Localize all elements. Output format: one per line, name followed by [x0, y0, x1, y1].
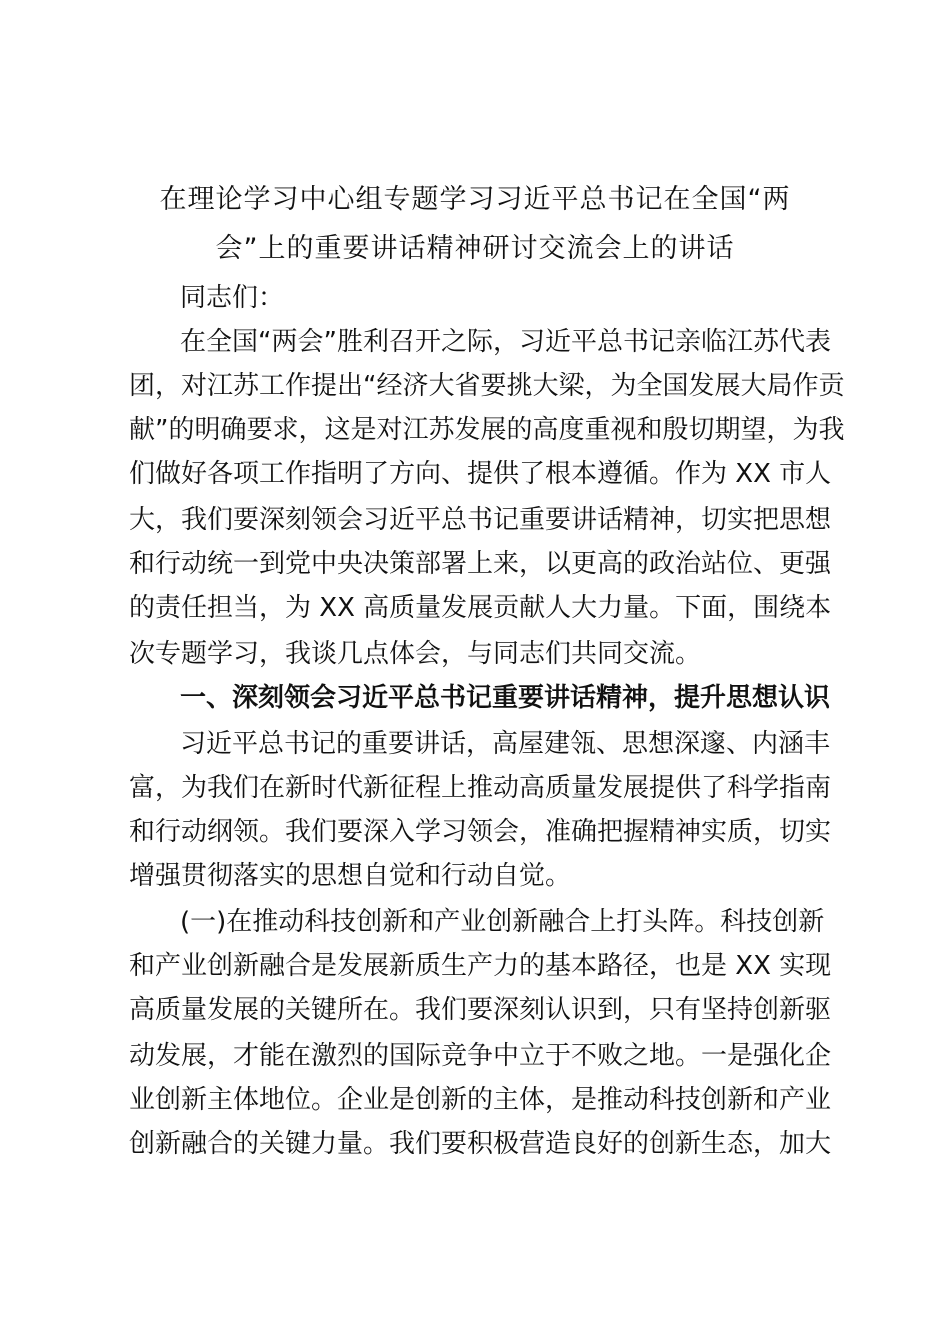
paragraph-1-line: 在全国“两会”胜利召开之际，习近平总书记亲临江苏代表 [180, 327, 831, 357]
paragraph-2-line: 增强贯彻落实的思想自觉和行动自觉。 [129, 861, 572, 891]
paragraph-1-line: 的责任担当，为 XX 高质量发展贡献人大力量。下面，围绕本 [129, 593, 832, 623]
paragraph-3-line: 业创新主体地位。企业是创新的主体，是推动科技创新和产业 [129, 1085, 832, 1115]
paragraph-3-line: 高质量发展的关键所在。我们要深刻认识到，只有坚持创新驱 [129, 995, 832, 1025]
paragraph-1-line: 大，我们要深刻领会习近平总书记重要讲话精神，切实把思想 [129, 505, 832, 535]
document-title-line-1: 在理论学习中心组专题学习习近平总书记在全国“两 [159, 184, 791, 215]
paragraph-1-line: 团，对江苏工作提出“经济大省要挑大梁，为全国发展大局作贡 [129, 371, 845, 401]
paragraph-1-line: 次专题学习，我谈几点体会，与同志们共同交流。 [129, 639, 702, 669]
paragraph-2-line: 和行动纲领。我们要深入学习领会，准确把握精神实质，切实 [129, 817, 832, 847]
salutation: 同志们： [180, 283, 285, 313]
paragraph-2-line: 富，为我们在新时代新征程上推动高质量发展提供了科学指南 [129, 773, 832, 803]
paragraph-1-line: 们做好各项工作指明了方向、提供了根本遵循。作为 XX 市人 [129, 459, 832, 489]
document-title-line-2: 会”上的重要讲话精神研讨交流会上的讲话 [215, 233, 735, 264]
paragraph-3-line: 和产业创新融合是发展新质生产力的基本路径，也是 XX 实现 [129, 951, 832, 981]
paragraph-3-line: 动发展，才能在激烈的国际竞争中立于不败之地。一是强化企 [129, 1041, 832, 1071]
section-heading-1: 一、深刻领会习近平总书记重要讲话精神，提升思想认识 [180, 683, 831, 713]
paragraph-1-line: 献”的明确要求，这是对江苏发展的高度重视和殷切期望，为我 [129, 415, 845, 445]
paragraph-3-line: (一)在推动科技创新和产业创新融合上打头阵。科技创新 [180, 907, 825, 937]
paragraph-2-line: 习近平总书记的重要讲话，高屋建瓴、思想深邃、内涵丰 [180, 729, 831, 759]
paragraph-3-line: 创新融合的关键力量。我们要积极营造良好的创新生态，加大 [129, 1129, 832, 1159]
paragraph-1-line: 和行动统一到党中央决策部署上来，以更高的政治站位、更强 [129, 549, 832, 579]
